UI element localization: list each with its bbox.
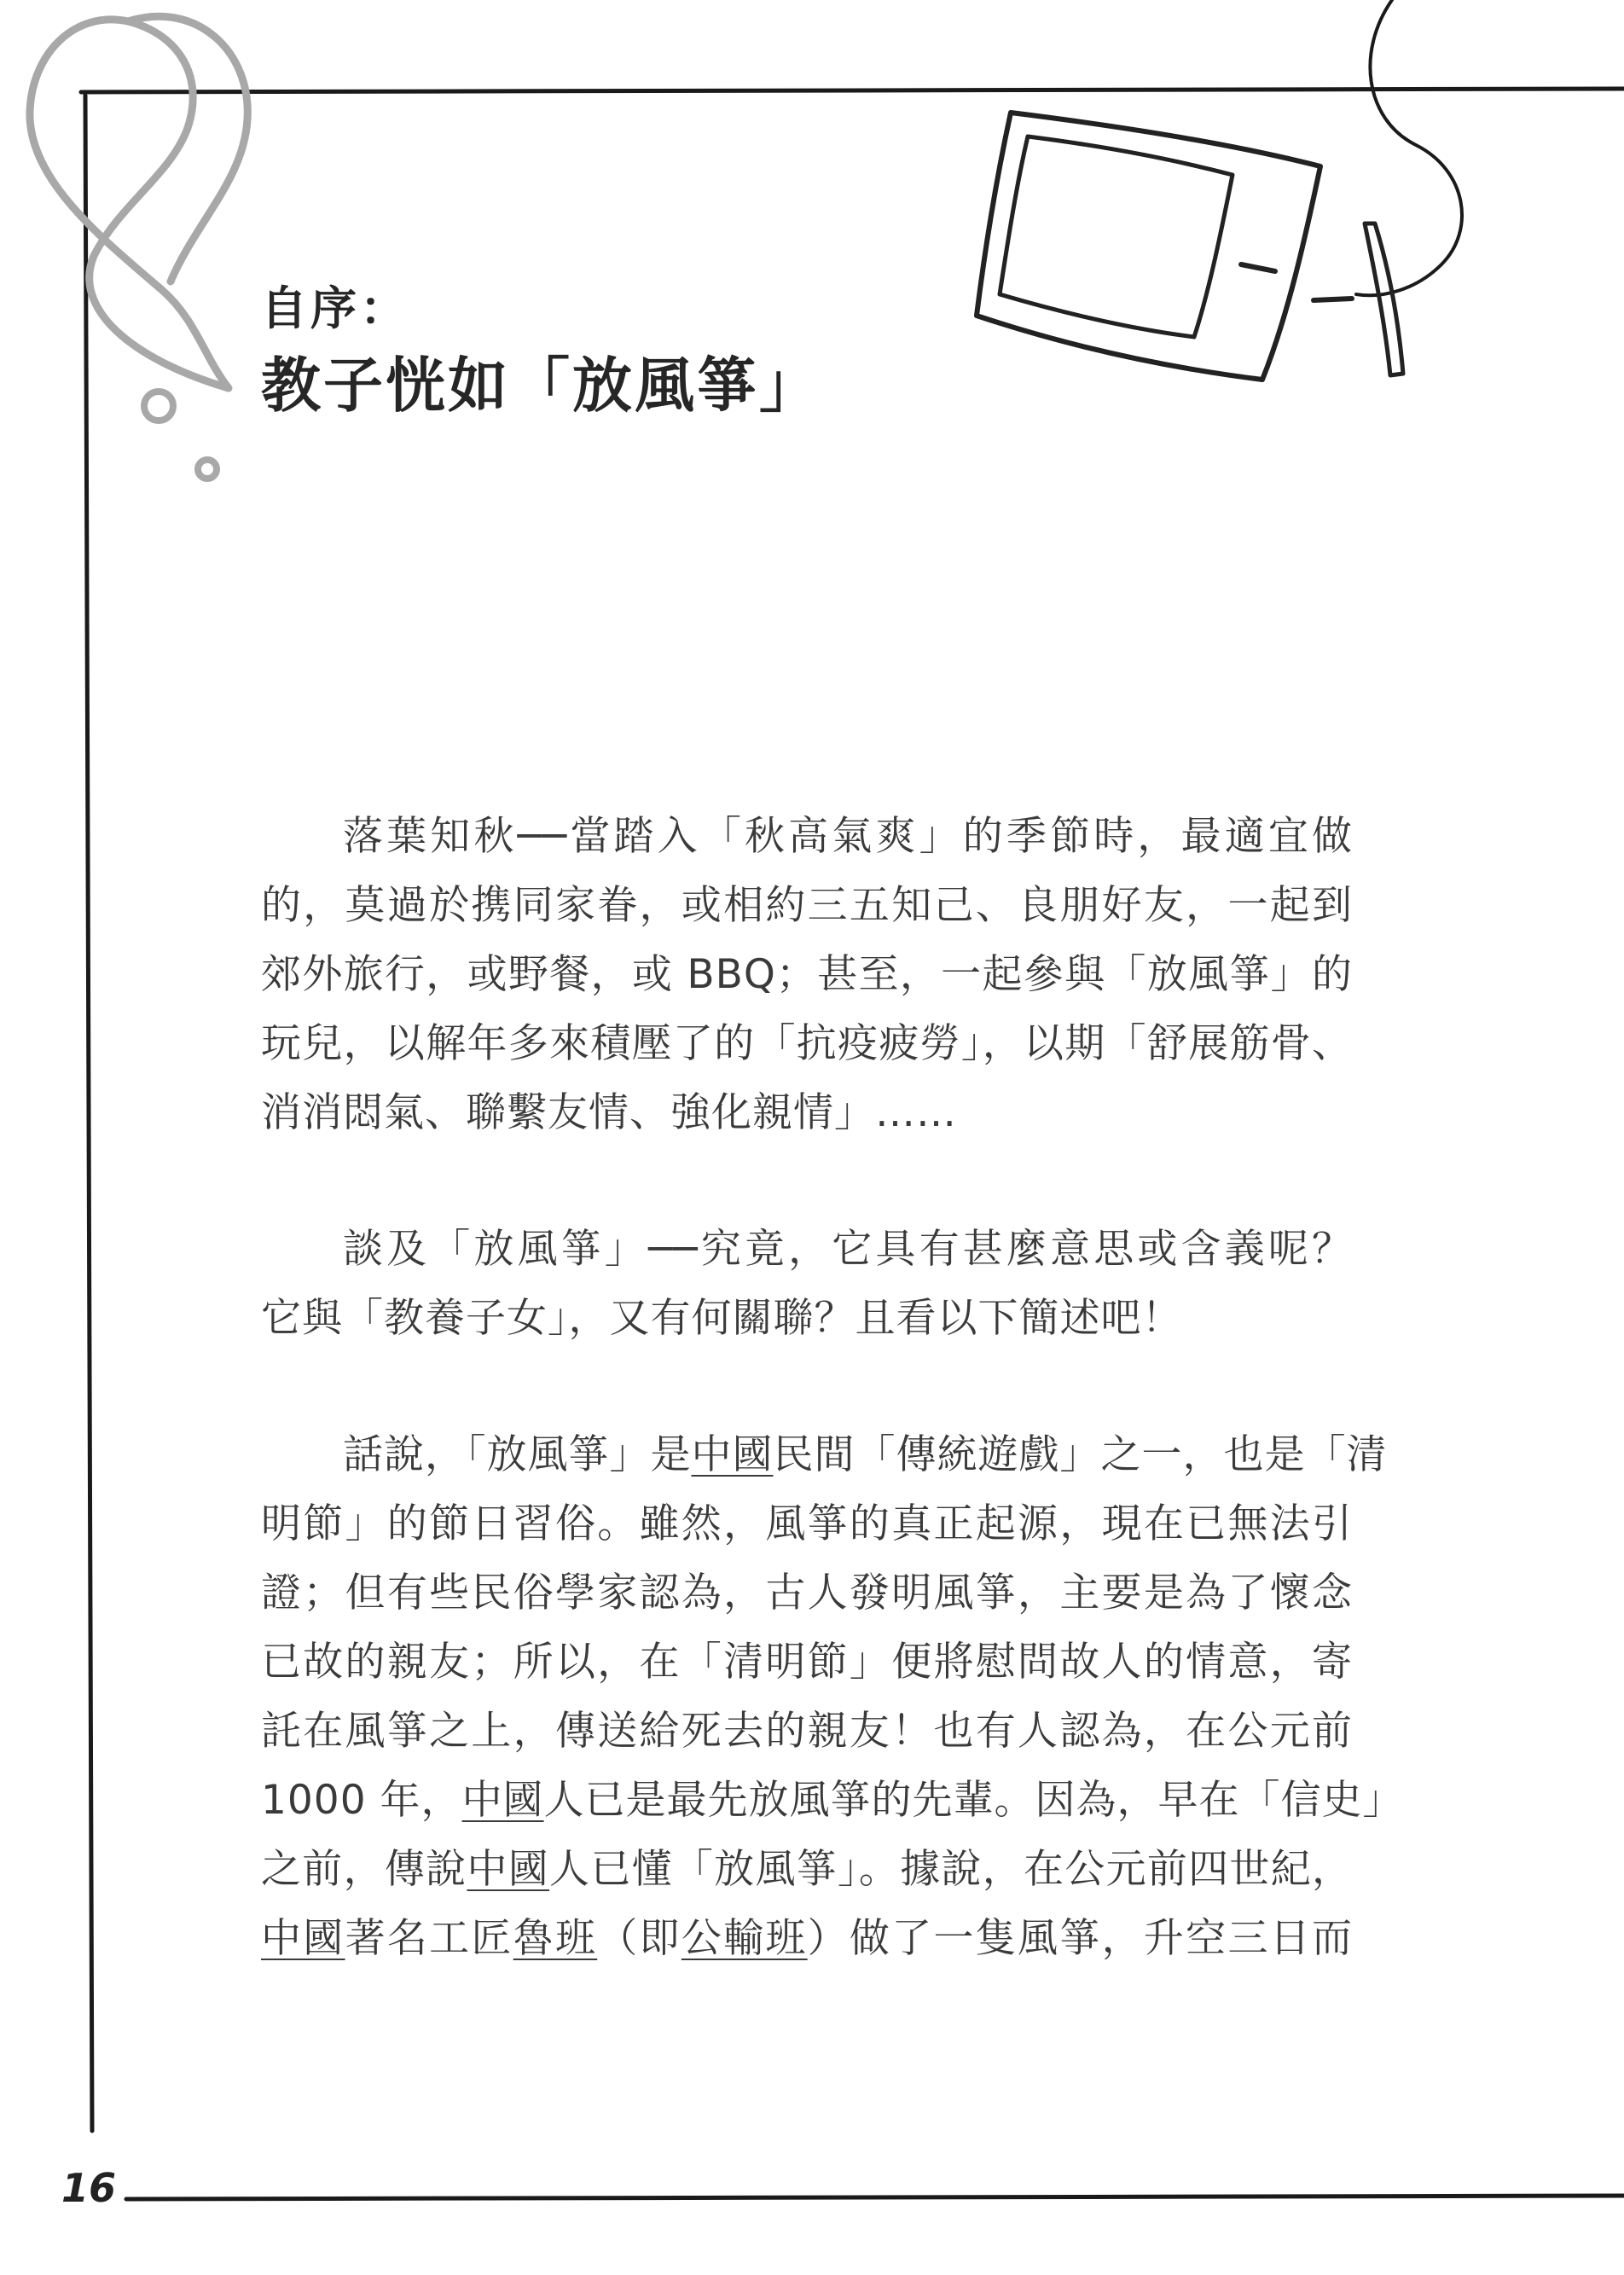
paragraph-1 (261, 802, 1353, 1147)
text-line: 玩兒，以解年多來積壓了的「抗疫疲勞」，以期「舒展筋骨、 (261, 1020, 1353, 1067)
paragraph-2 (261, 1215, 1353, 1353)
text-line: 它與「教養子女」，又有何關聯？且看以下簡述吧！ (261, 1295, 1183, 1342)
text-line: 已故的親友；所以，在「清明節」便將慰問故人的情意，寄 (261, 1639, 1353, 1686)
text-line: 消消悶氣、聯繫友情、強化親情」…… (261, 1089, 957, 1136)
text-line: 之前，傳說中國人已懂「放風箏」。據說，在公元前四世紀， (261, 1846, 1354, 1893)
paragraph-3 (261, 1420, 1404, 1973)
preface-label: 自序： (261, 281, 409, 335)
text-line: 1000 年，中國人已是最先放風箏的先輩。因為，早在「信史」 (261, 1777, 1404, 1824)
text-line: 明節」的節日習俗。雖然，風箏的真正起源，現在已無法引 (261, 1500, 1353, 1547)
page-title: 教子恍如「放風箏」 (261, 351, 821, 421)
text-line: 郊外旅行，或野餐，或 BBQ；甚至，一起參與「放風箏」的 (261, 951, 1353, 998)
text-line: 落葉知秋──當踏入「秋高氣爽」的季節時，最適宜做 (343, 813, 1353, 860)
text-line: 中國著名工匠魯班（即公輸班）做了一隻風箏，升空三日而 (261, 1915, 1354, 1962)
preface-heading (261, 275, 821, 428)
page-number: 16 (61, 2165, 117, 2211)
text-line: 證；但有些民俗學家認為，古人發明風箏，主要是為了懷念 (261, 1570, 1353, 1616)
text-line: 的，莫過於携同家眷，或相約三五知己、良朋好友，一起到 (261, 882, 1353, 929)
text-line: 託在風箏之上，傳送給死去的親友！也有人認為，在公元前 (261, 1708, 1353, 1755)
text-line: 話說，「放風箏」是中國民間「傳統遊戲」之一，也是「清 (343, 1431, 1388, 1478)
body-text (261, 802, 1404, 2040)
text-line: 談及「放風箏」──究竟，它具有甚麼意思或含義呢？ (343, 1226, 1353, 1273)
